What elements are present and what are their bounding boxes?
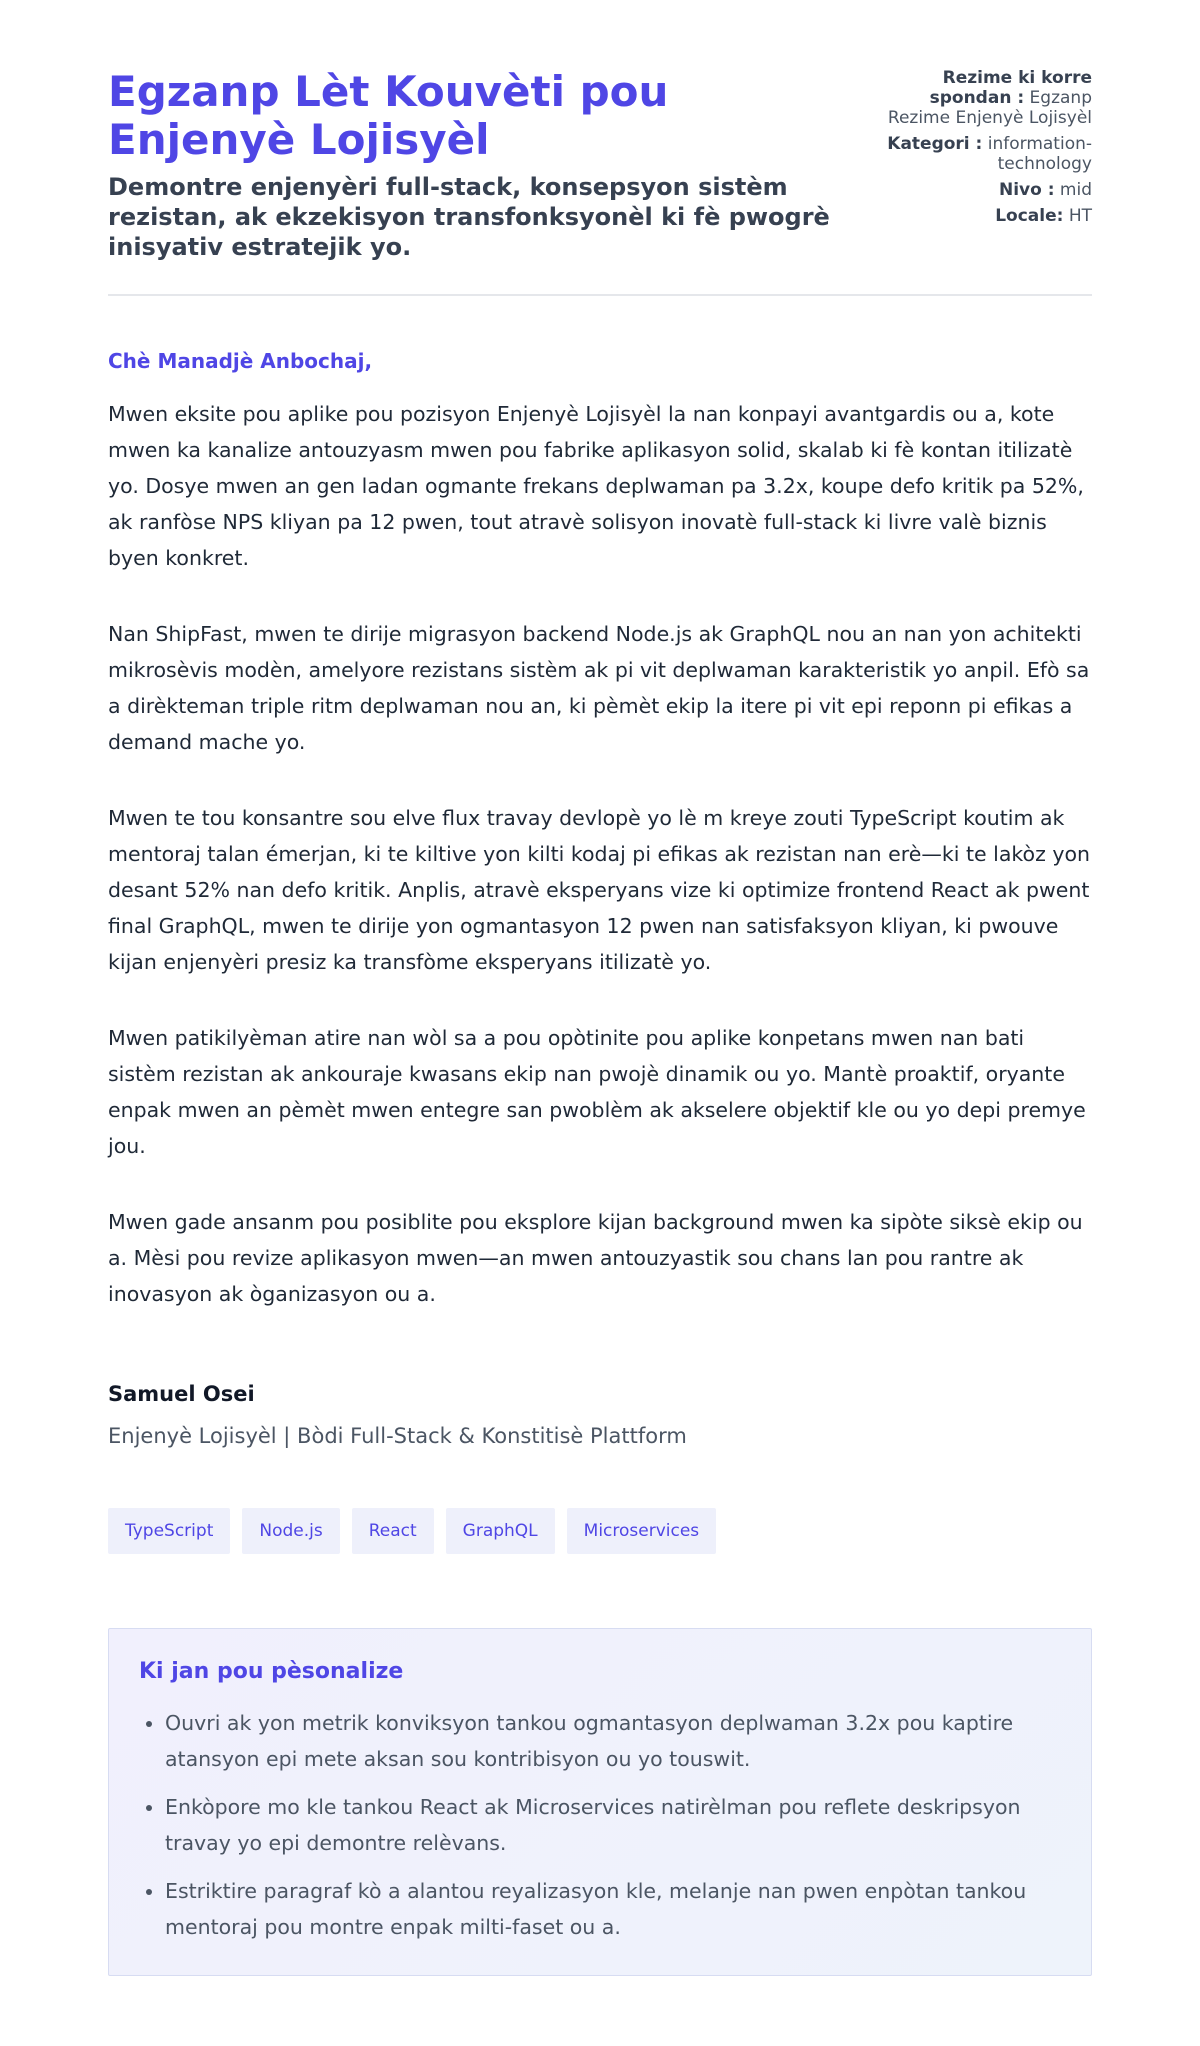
skill-tag: Node.js — [242, 1508, 339, 1554]
signature-role: Enjenyè Lojisyèl | Bòdi Full-Stack & Konstitisè Plattform — [108, 1424, 687, 1448]
letter-paragraph: Mwen gade ansanm pou posiblite pou eksplore kijan background mwen ka sipòte siksè ekip ou a. Mèsi pou revize aplikasyon mwen—an mwen antouzyastik sou chans lan pou rantre ak inovasyon ak òganizasyon ou a. — [108, 1210, 1083, 1306]
skill-tag: Microservices — [567, 1508, 717, 1554]
tips-list — [139, 1705, 1061, 1945]
title-block — [108, 68, 863, 262]
tip-item: • Enkòpore mo kle tankou React ak Microservices natirèlman pou reflete deskripsyon travay yo epi demontre relèvans. — [165, 1789, 1061, 1861]
skill-tag: GraphQL — [446, 1508, 555, 1554]
customization-tips-box — [108, 1628, 1092, 1976]
meta-locale-value: HT — [1068, 206, 1092, 226]
tips-title: Ki jan pou pèsonalize — [139, 1659, 404, 1684]
meta-category — [863, 134, 1092, 174]
page-header — [108, 0, 1092, 296]
letter-paragraph: Mwen patikilyèman atire nan wòl sa a pou opòtinite pou aplike konpetans mwen nan bati sistèm rezistan ak ankouraje kwasans ekip nan pwojè dinamik ou yo. Mantè proaktif, oryante enpak mwen an pèmèt mwen entegre san pwoblèm ak akselere objektif kle ou yo depi premye jou. — [108, 1026, 1086, 1158]
skill-tag: React — [352, 1508, 434, 1554]
skill-tags — [108, 1508, 1092, 1554]
page-title: Egzanp Lèt Kouvèti pou Enjenyè Lojisyèl — [108, 67, 669, 164]
meta-resume-key: Rezime ki korre spondan : — [929, 68, 1092, 108]
meta-category-value: information-technology — [987, 134, 1092, 174]
meta-level-value: mid — [1059, 180, 1092, 200]
signature-name: Samuel Osei — [108, 1382, 255, 1406]
letter-body — [108, 396, 1092, 1312]
letter-paragraph: Nan ShipFast, mwen te dirije migrasyon backend Node.js ak GraphQL nou an nan yon achitekti mikrosèvis modèn, amelyore rezistans sistèm ak pi vit deplwaman karakteristik yo anpil. Efò sa a dirèkteman triple ritm deplwaman nou an, ki pèmèt ekip la itere pi vit epi reponn pi efikas a demand mache yo. — [108, 622, 1090, 754]
meta-level-key: Nivo : — [998, 180, 1055, 200]
page-subtitle: Demontre enjenyèri full-stack, konsepsyon sistèm rezistan, ak ekzekisyon transfonksyonèl ki fè pwogrè inisyativ estratejik yo. — [108, 173, 830, 261]
tip-item: • Ouvri ak yon metrik konviksyon tankou ogmantasyon deplwaman 3.2x pou kaptire atansyon epi mete aksan sou kontribisyon ou yo touswit. — [165, 1705, 1061, 1777]
meta-level — [863, 180, 1092, 200]
letter-paragraph: Mwen te tou konsantre sou elve flux travay devlopè yo lè m kreye zouti TypeScript koutim ak mentoraj talan émerjan, ki te kiltive yon kilti kodaj pi efikas ak rezistan nan erè—ki te lakòz yon desant 52% nan defo kritik. Anplis, atravè eksperyans vize ki optimize frontend React ak pwent final GraphQL, mwen te dirije yon ogmantasyon 12 pwen nan satisfaksyon kliyan, ki pwouve kijan enjenyèri presiz ka transfòme eksperyans itilizatè yo. — [108, 806, 1091, 974]
meta-locale — [863, 206, 1092, 226]
letter-greeting: Chè Manadjè Anbochaj, — [108, 349, 373, 373]
letter-paragraph: Mwen eksite pou aplike pou pozisyon Enjenyè Lojisyèl la nan konpayi avantgardis ou a, kote mwen ka kanalize antouzyasm mwen pou fabrike aplikasyon solid, skalab ki fè kontan itilizatè yo. Dosye mwen an gen ladan ogmante frekans deplwaman pa 3.2x, koupe defo kritik pa 52%, ak ranfòse NPS kliyan pa 12 pwen, tout atravè solisyon inovatè full-stack ki livre valè biznis byen konkret. — [108, 402, 1084, 570]
meta-resume-value: Egzanp Rezime Enjenyè Lojisyèl — [887, 88, 1092, 128]
meta-resume — [863, 68, 1092, 128]
skill-tag: TypeScript — [108, 1508, 230, 1554]
meta-panel — [863, 68, 1092, 232]
tip-item: • Estriktire paragraf kò a alantou reyalizasyon kle, melanje nan pwen enpòtan tankou mentoraj pou montre enpak milti-faset ou a. — [165, 1873, 1061, 1945]
meta-locale-key: Locale: — [995, 206, 1064, 226]
signature-block — [108, 1380, 1092, 1450]
meta-category-key: Kategori : — [887, 134, 983, 154]
